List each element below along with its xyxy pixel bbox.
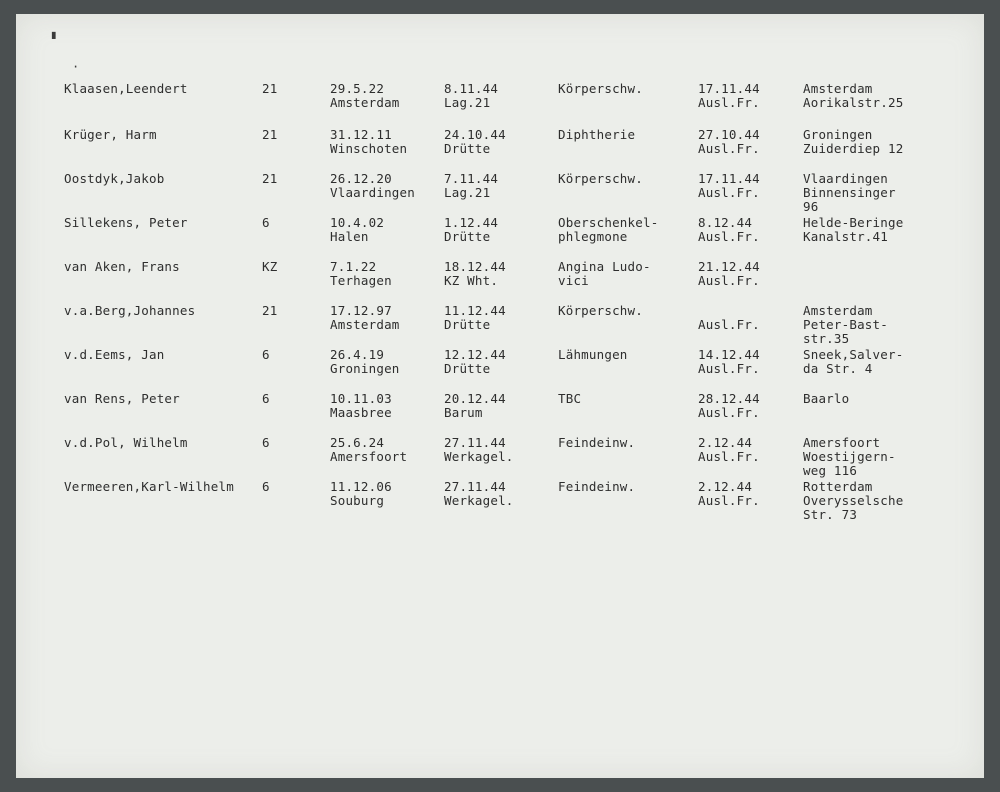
record-diagnosis-line: Körperschw. xyxy=(558,81,643,96)
record-birth-line: Amsterdam xyxy=(330,95,400,110)
record-address-line: Peter-Bast- xyxy=(803,317,888,332)
record-birth-line: 31.12.11 xyxy=(330,127,392,142)
record-row xyxy=(16,480,984,524)
record-diagnosis-line: Feindeinw. xyxy=(558,479,636,494)
record-number: 6 xyxy=(262,479,270,494)
record-name: Sillekens, Peter xyxy=(64,215,188,230)
record-number: 6 xyxy=(262,347,270,362)
record-arrival xyxy=(444,436,514,464)
record-departure-line: Ausl.Fr. xyxy=(698,449,760,464)
record-arrival-line: 27.11.44 xyxy=(444,435,506,450)
record-address-line: Amsterdam xyxy=(803,303,873,318)
record-name: Vermeeren,Karl-Wilhelm xyxy=(64,479,234,494)
record-departure-line: Ausl.Fr. xyxy=(698,141,760,156)
record-birth-line: Vlaardingen xyxy=(330,185,415,200)
record-address xyxy=(803,128,903,156)
record-name: van Aken, Frans xyxy=(64,259,180,274)
record-address-line: Zuiderdiep 12 xyxy=(803,141,904,156)
record-row xyxy=(16,260,984,304)
record-birth xyxy=(330,480,392,508)
record-departure-line: 17.11.44 xyxy=(698,171,760,186)
record-birth-line: 26.4.19 xyxy=(330,347,385,362)
record-arrival xyxy=(444,216,498,244)
record-address-line: 96 xyxy=(803,199,819,214)
record-departure-line: Ausl.Fr. xyxy=(698,185,760,200)
record-birth xyxy=(330,128,407,156)
record-departure-line: 27.10.44 xyxy=(698,127,760,142)
record-row xyxy=(16,128,984,172)
record-birth xyxy=(330,82,400,110)
record-address-line: weg 116 xyxy=(803,463,858,478)
record-diagnosis-line: Oberschenkel- xyxy=(558,215,659,230)
record-arrival-line: Drütte xyxy=(444,361,491,376)
record-address-line: Str. 73 xyxy=(803,507,858,522)
record-number: 6 xyxy=(262,391,270,406)
record-row xyxy=(16,304,984,348)
record-address-line: da Str. 4 xyxy=(803,361,873,376)
record-diagnosis xyxy=(558,82,643,96)
record-address-line: Sneek,Salver- xyxy=(803,347,904,362)
record-arrival-line: 12.12.44 xyxy=(444,347,506,362)
record-address-line: Amsterdam xyxy=(803,81,873,96)
record-address xyxy=(803,216,903,244)
record-departure-line: Ausl.Fr. xyxy=(698,95,760,110)
record-arrival-line: Werkagel. xyxy=(444,449,514,464)
record-departure-line: Ausl.Fr. xyxy=(698,229,760,244)
record-arrival-line: 27.11.44 xyxy=(444,479,506,494)
record-address xyxy=(803,82,903,110)
record-departure-line: 2.12.44 xyxy=(698,435,753,450)
record-address xyxy=(803,480,903,522)
record-address-line: Kanalstr.41 xyxy=(803,229,888,244)
record-address xyxy=(803,392,849,406)
record-diagnosis-line: Körperschw. xyxy=(558,171,643,186)
record-arrival xyxy=(444,128,506,156)
record-row xyxy=(16,82,984,126)
record-diagnosis-line: Angina Ludo- xyxy=(558,259,651,274)
margin-dot: · xyxy=(72,60,80,74)
record-arrival-line: Drütte xyxy=(444,229,491,244)
record-name: v.d.Pol, Wilhelm xyxy=(64,435,188,450)
record-number: 21 xyxy=(262,81,278,96)
record-row xyxy=(16,348,984,392)
record-arrival xyxy=(444,392,506,420)
record-diagnosis xyxy=(558,304,643,318)
record-number: 6 xyxy=(262,435,270,450)
record-departure-line: 17.11.44 xyxy=(698,81,760,96)
record-departure xyxy=(698,260,760,288)
record-birth-line: 10.4.02 xyxy=(330,215,385,230)
record-departure-line: 8.12.44 xyxy=(698,215,753,230)
record-arrival-line: Drütte xyxy=(444,317,491,332)
record-departure xyxy=(698,392,760,420)
record-address-line: Binnensinger xyxy=(803,185,896,200)
record-departure-line: 28.12.44 xyxy=(698,391,760,406)
document-sheet xyxy=(16,14,984,778)
record-arrival-line: 24.10.44 xyxy=(444,127,506,142)
record-row xyxy=(16,216,984,260)
record-arrival-line: Lag.21 xyxy=(444,95,491,110)
record-departure xyxy=(698,216,760,244)
record-arrival-line: KZ Wht. xyxy=(444,273,499,288)
record-number: 6 xyxy=(262,215,270,230)
record-address-line: str.35 xyxy=(803,331,850,346)
record-address-line: Groningen xyxy=(803,127,873,142)
margin-mark: ▘ xyxy=(52,32,60,46)
record-arrival-line: Barum xyxy=(444,405,483,420)
record-diagnosis xyxy=(558,436,635,450)
record-departure-line: 2.12.44 xyxy=(698,479,753,494)
record-address-line: Vlaardingen xyxy=(803,171,888,186)
record-departure-line: 14.12.44 xyxy=(698,347,760,362)
record-birth-line: 10.11.03 xyxy=(330,391,392,406)
record-diagnosis xyxy=(558,260,651,288)
record-departure xyxy=(698,480,760,508)
record-birth xyxy=(330,348,400,376)
record-arrival xyxy=(444,480,514,508)
record-address xyxy=(803,436,896,478)
record-arrival-line: 18.12.44 xyxy=(444,259,506,274)
record-birth-line: Groningen xyxy=(330,361,400,376)
record-diagnosis-line: Körperschw. xyxy=(558,303,643,318)
record-birth-line: Terhagen xyxy=(330,273,392,288)
record-birth xyxy=(330,304,400,332)
record-row xyxy=(16,172,984,216)
record-address-line: Rotterdam xyxy=(803,479,873,494)
record-departure-line: Ausl.Fr. xyxy=(698,317,760,332)
record-name: v.d.Eems, Jan xyxy=(64,347,165,362)
record-diagnosis xyxy=(558,172,643,186)
record-number: KZ xyxy=(262,259,278,274)
record-departure-line: 21.12.44 xyxy=(698,259,760,274)
record-birth-line: 7.1.22 xyxy=(330,259,377,274)
record-arrival xyxy=(444,82,498,110)
record-departure xyxy=(698,304,760,332)
record-birth-line: Amsterdam xyxy=(330,317,400,332)
record-arrival-line: Drütte xyxy=(444,141,491,156)
record-departure-line: Ausl.Fr. xyxy=(698,273,760,288)
record-departure-line: Ausl.Fr. xyxy=(698,361,760,376)
record-birth xyxy=(330,436,407,464)
record-arrival xyxy=(444,304,506,332)
record-arrival xyxy=(444,172,498,200)
record-birth xyxy=(330,260,392,288)
record-birth xyxy=(330,172,415,200)
record-diagnosis xyxy=(558,348,628,362)
record-birth-line: Winschoten xyxy=(330,141,408,156)
record-arrival xyxy=(444,260,506,288)
record-diagnosis xyxy=(558,480,635,494)
record-address-line: Helde-Beringe xyxy=(803,215,904,230)
record-departure xyxy=(698,172,760,200)
record-arrival-line: 7.11.44 xyxy=(444,171,499,186)
record-address-line: Woestijgern- xyxy=(803,449,896,464)
record-birth-line: 11.12.06 xyxy=(330,479,392,494)
record-departure xyxy=(698,82,760,110)
record-diagnosis-line: TBC xyxy=(558,391,582,406)
record-name: v.a.Berg,Johannes xyxy=(64,303,196,318)
record-diagnosis-line: vici xyxy=(558,273,589,288)
record-diagnosis-line: Diphtherie xyxy=(558,127,636,142)
record-birth xyxy=(330,392,392,420)
record-arrival xyxy=(444,348,506,376)
record-arrival-line: 8.11.44 xyxy=(444,81,499,96)
record-arrival-line: 11.12.44 xyxy=(444,303,506,318)
record-number: 21 xyxy=(262,127,278,142)
record-arrival-line: 1.12.44 xyxy=(444,215,499,230)
record-departure xyxy=(698,348,760,376)
record-birth xyxy=(330,216,384,244)
record-arrival-line: Lag.21 xyxy=(444,185,491,200)
record-departure xyxy=(698,128,760,156)
record-name: Oostdyk,Jakob xyxy=(64,171,165,186)
record-diagnosis-line: Feindeinw. xyxy=(558,435,636,450)
record-name: Krüger, Harm xyxy=(64,127,157,142)
record-diagnosis-line: phlegmone xyxy=(558,229,628,244)
record-birth-line: 26.12.20 xyxy=(330,171,392,186)
record-address-line: Overysselsche xyxy=(803,493,904,508)
record-departure-line xyxy=(698,304,760,318)
record-address xyxy=(803,304,888,346)
record-departure-line: Ausl.Fr. xyxy=(698,493,760,508)
record-birth-line: Maasbree xyxy=(330,405,392,420)
record-address-line: Aorikalstr.25 xyxy=(803,95,904,110)
record-diagnosis xyxy=(558,216,658,244)
record-arrival-line: 20.12.44 xyxy=(444,391,506,406)
record-diagnosis xyxy=(558,392,581,406)
record-address-line: Baarlo xyxy=(803,391,850,406)
record-birth-line: 29.5.22 xyxy=(330,81,385,96)
record-diagnosis xyxy=(558,128,635,142)
record-birth-line: Souburg xyxy=(330,493,385,508)
record-departure xyxy=(698,436,760,464)
record-number: 21 xyxy=(262,303,278,318)
record-address xyxy=(803,172,896,214)
record-row xyxy=(16,436,984,480)
record-diagnosis-line: Lähmungen xyxy=(558,347,628,362)
record-address-line: Amersfoort xyxy=(803,435,881,450)
record-birth-line: 17.12.97 xyxy=(330,303,392,318)
record-name: Klaasen,Leendert xyxy=(64,81,188,96)
record-birth-line: Halen xyxy=(330,229,369,244)
record-address xyxy=(803,348,903,376)
record-number: 21 xyxy=(262,171,278,186)
record-arrival-line: Werkagel. xyxy=(444,493,514,508)
record-departure-line: Ausl.Fr. xyxy=(698,405,760,420)
record-row xyxy=(16,392,984,436)
record-name: van Rens, Peter xyxy=(64,391,180,406)
record-birth-line: Amersfoort xyxy=(330,449,408,464)
record-birth-line: 25.6.24 xyxy=(330,435,385,450)
